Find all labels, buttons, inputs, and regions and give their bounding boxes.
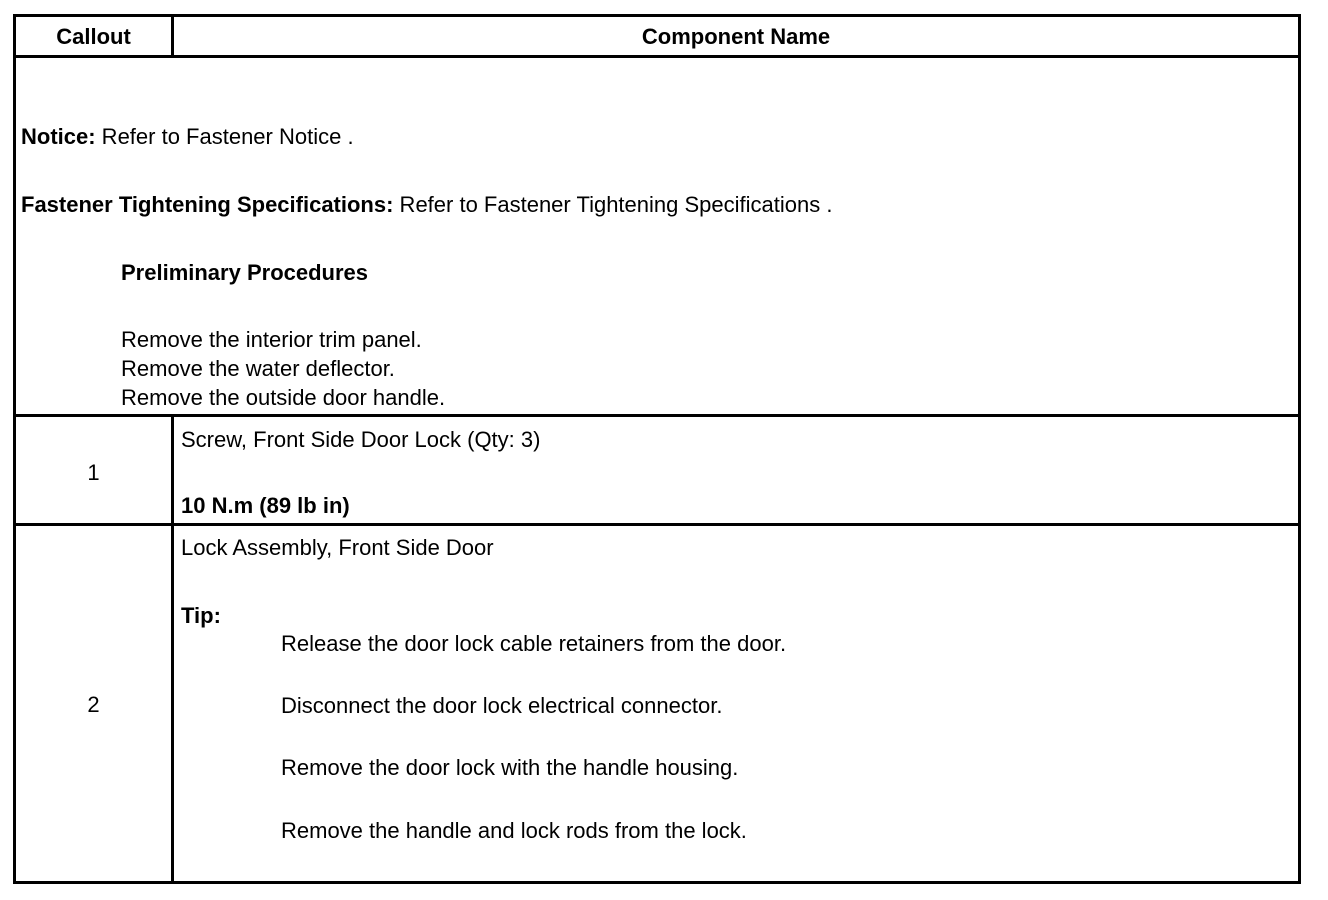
header-component-name: Component Name [641, 24, 831, 49]
spec-line [21, 192, 832, 218]
preliminary-title: Preliminary Procedures [121, 260, 369, 285]
row-2-component-name: Lock Assembly, Front Side Door [181, 535, 494, 560]
header-callout: Callout [56, 24, 131, 49]
notice-text: Refer to Fastener Notice . [95, 124, 354, 149]
row-2-tip-step: Release the door lock cable retainers from the door. [281, 631, 787, 656]
notice-line [21, 124, 354, 150]
row-1-bottom-rule [16, 523, 1298, 526]
notice-label: Notice: [21, 124, 96, 149]
component-table [13, 14, 1301, 884]
header-bottom-rule [16, 55, 1298, 58]
rows-column-divider [171, 414, 174, 881]
row-2-tip-step: Remove the door lock with the handle housing. [281, 755, 739, 780]
row-2-tip-step: Disconnect the door lock electrical connector. [281, 693, 723, 718]
row-2-callout: 2 [87, 692, 100, 717]
preliminary-step: Remove the outside door handle. [121, 385, 446, 410]
preliminary-step: Remove the interior trim panel. [121, 327, 422, 352]
intro-bottom-rule [16, 414, 1298, 417]
row-2-tip-step: Remove the handle and lock rods from the lock. [281, 818, 747, 843]
row-1-torque: 10 N.m (89 lb in) [181, 493, 350, 518]
row-2-tip-label: Tip: [181, 603, 221, 628]
row-1-component-name: Screw, Front Side Door Lock (Qty: 3) [181, 427, 541, 452]
spec-label: Fastener Tightening Specifications: [21, 192, 394, 217]
preliminary-step: Remove the water deflector. [121, 356, 395, 381]
spec-text: Refer to Fastener Tightening Specifications . [393, 192, 833, 217]
row-1-callout: 1 [87, 460, 100, 485]
